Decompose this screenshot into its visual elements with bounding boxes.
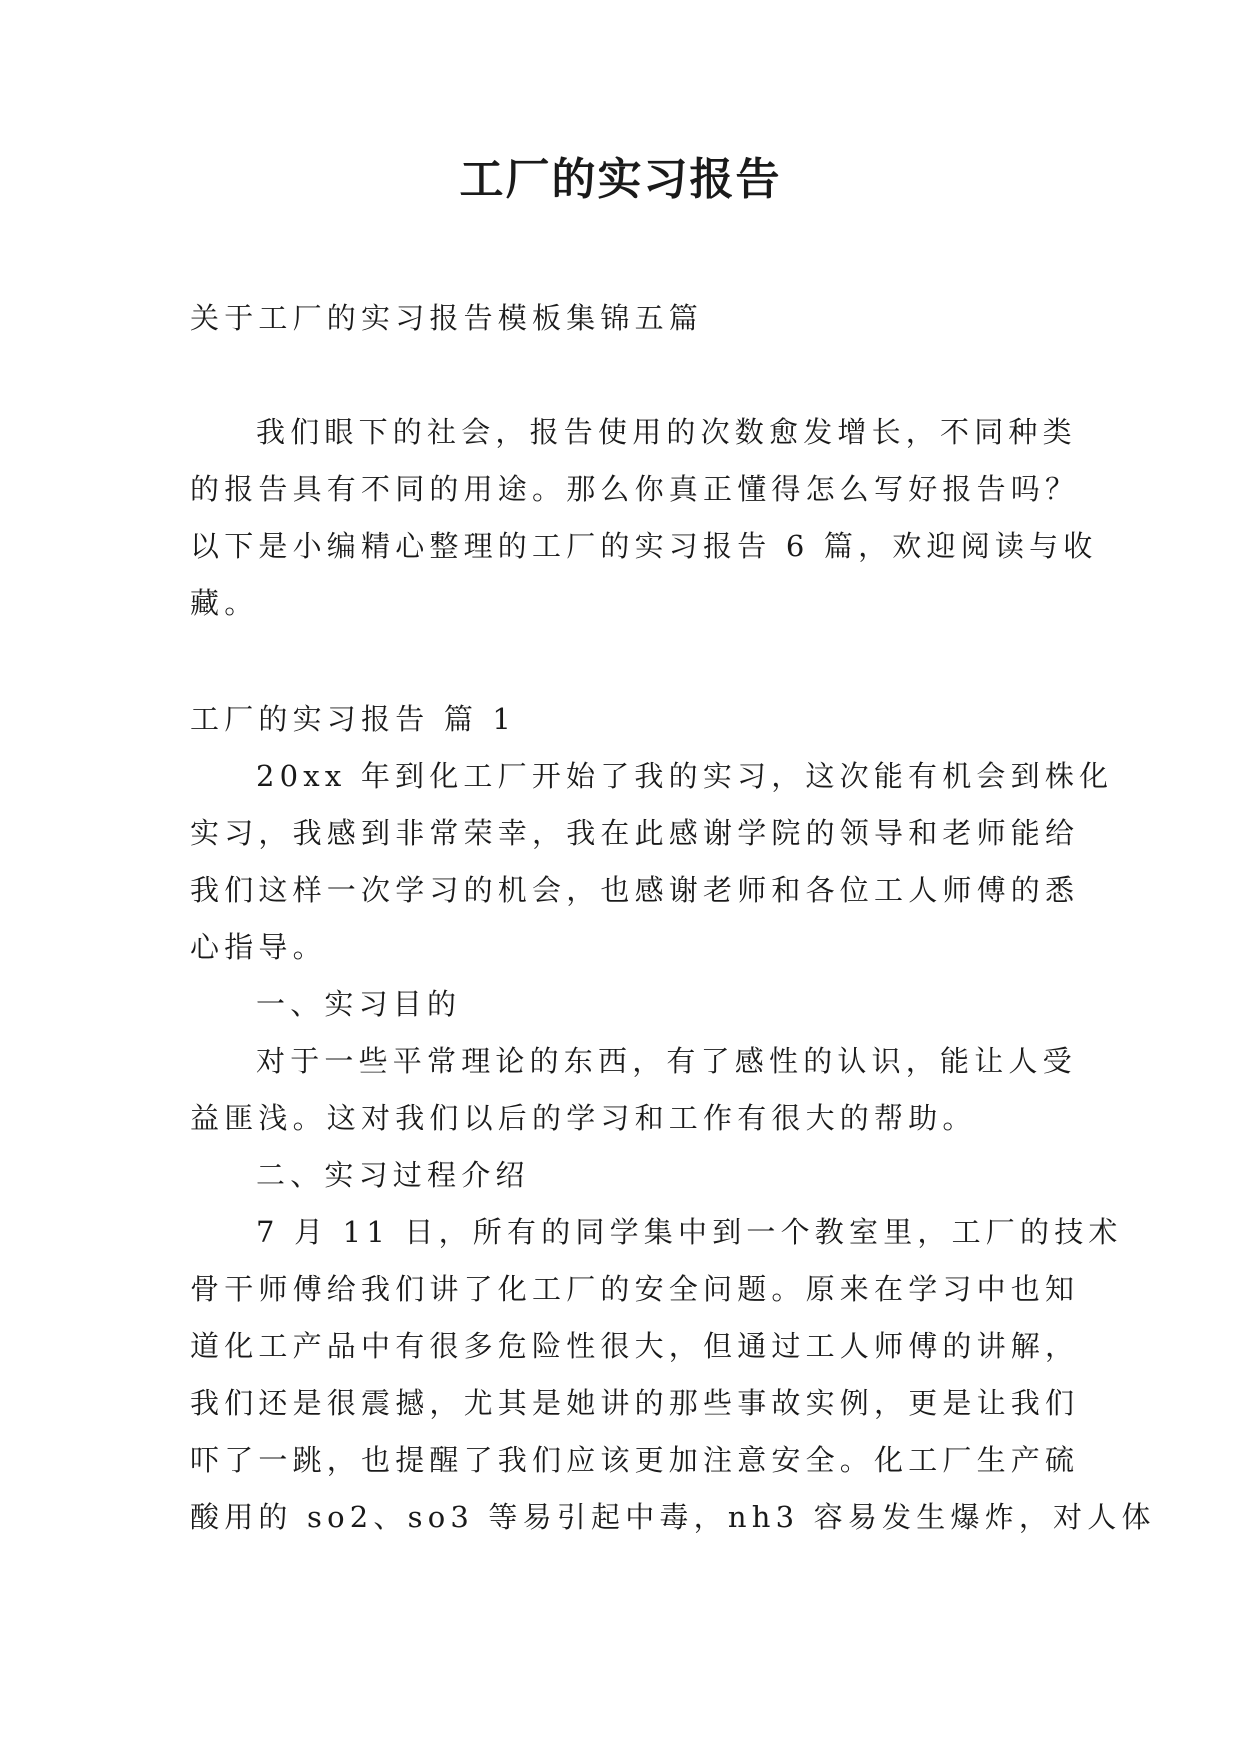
paragraph-line: 我们还是很震撼，尤其是她讲的那些事故实例，更是让我们	[190, 1386, 1080, 1420]
paragraph-line: 实习，我感到非常荣幸，我在此感谢学院的领导和老师能给	[190, 816, 1080, 850]
paragraph-line: 对于一些平常理论的东西，有了感性的认识，能让人受	[256, 1044, 1077, 1078]
paragraph-line: 我们这样一次学习的机会，也感谢老师和各位工人师傅的悉	[190, 873, 1080, 907]
intro-line: 藏。	[190, 586, 259, 620]
paragraph-line: 酸用的 so2、so3 等易引起中毒，nh3 容易发生爆炸，对人体	[190, 1500, 1156, 1534]
intro-line: 的报告具有不同的用途。那么你真正懂得怎么写好报告吗？	[190, 472, 1080, 506]
document-title: 工厂的实习报告	[459, 154, 782, 205]
section-heading: 工厂的实习报告 篇 1	[190, 702, 517, 736]
paragraph-line: 道化工产品中有很多危险性很大，但通过工人师傅的讲解，	[190, 1329, 1080, 1363]
subheading-purpose: 一、实习目的	[256, 987, 462, 1021]
paragraph-line: 骨干师傅给我们讲了化工厂的安全问题。原来在学习中也知	[190, 1272, 1080, 1306]
paragraph-line: 7 月 11 日，所有的同学集中到一个教室里，工厂的技术	[256, 1215, 1123, 1249]
paragraph-line: 吓了一跳，也提醒了我们应该更加注意安全。化工厂生产硫	[190, 1443, 1080, 1477]
document-subtitle: 关于工厂的实习报告模板集锦五篇	[190, 301, 704, 335]
intro-line: 我们眼下的社会，报告使用的次数愈发增长，不同种类	[256, 415, 1077, 449]
paragraph-line: 益匪浅。这对我们以后的学习和工作有很大的帮助。	[190, 1101, 977, 1135]
subheading-process: 二、实习过程介绍	[256, 1158, 530, 1192]
paragraph-line: 心指导。	[190, 930, 327, 964]
intro-line: 以下是小编精心整理的工厂的实习报告 6 篇，欢迎阅读与收	[190, 529, 1098, 563]
paragraph-line: 20xx 年到化工厂开始了我的实习，这次能有机会到株化	[256, 759, 1114, 793]
